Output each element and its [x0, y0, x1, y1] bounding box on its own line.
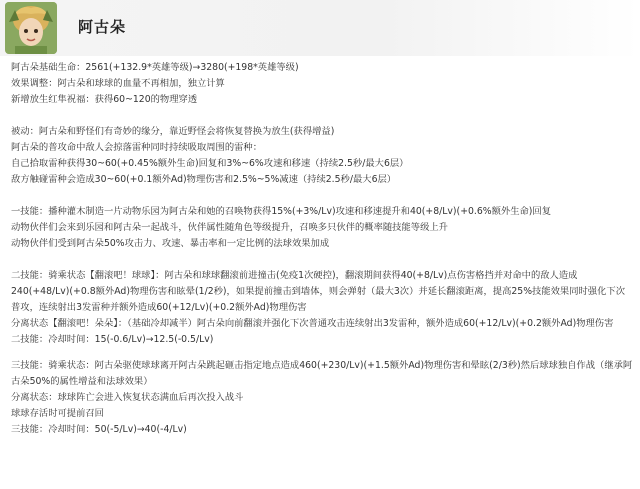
skill1-line: 一技能：播种灌木制造一片动物乐园为阿古朵和她的召唤物获得15%(+3%/Lv)攻速和移速提升和40(+8/Lv)(+0.6%额外生命)回复: [11, 206, 552, 217]
falcon-blessing-line: 新增放生红隼祝福：获得60~120的物理穿透: [11, 94, 198, 105]
effect-adjust-line: 效果调整：阿古朵和球球的血量不再相加，独立计算: [11, 78, 225, 89]
skill1-bonus-line: 动物伙伴们受到阿古朵50%攻击力、攻速、暴击率和一定比例的法球效果加成: [11, 238, 330, 249]
passive-line: 被动：阿古朵和野怪们有奇妙的缘分，靠近野怪会将恢复替换为放生(获得增益): [11, 126, 335, 137]
spacer: [11, 348, 633, 358]
spacer: [11, 252, 633, 268]
hero-header: [0, 0, 640, 56]
skill3-recall-line: 球球存活时可提前召回: [11, 408, 104, 419]
skill2-cooldown-line: 二技能：冷却时间：15(-0.6/Lv)→12.5(-0.5/Lv): [11, 334, 214, 345]
passive-enemy-line: 敌方触碰雷种会造成30~60(+0.1额外Ad)物理伤害和2.5%~5%减速（持续2.5秒/最大6层）: [11, 174, 397, 185]
skill1-companions-line: 动物伙伴们会来到乐园和阿古朵一起战斗，伙伴属性随角色等级提升，召唤多只伙伴的概率随技能等级上升: [11, 222, 448, 233]
hero-avatar: [5, 2, 57, 54]
skill2-separated-paragraph: 分离状态【翻滚吧！朵朵】：（基础冷却减半）阿古朵向前翻滚并强化下次普通攻击连续射出3发雷种，额外造成60(+12/Lv)(+0.2额外Ad)物理伤害: [11, 318, 614, 329]
skill2-mounted-paragraph: 二技能：骑乘状态【翻滚吧！球球】：阿古朵和球球翻滚前进撞击(免疫1次硬控)，翻滚期间获得40(+8/Lv)点伤害格挡并对命中的敌人造成240(+48/Lv)(+0.8额外Ad)物理伤害和眩晕(1/2秒)，如果提前撞击到墙体，则会弹射（最大3次）并延长翻滚距离，提高25%技能效果同时强化下次普攻，连续射出3发雷种并额外造成60(+12/Lv)(+0.2额外Ad)物理伤害: [11, 270, 625, 313]
skill3-cooldown-line: 三技能：冷却时间：50(-5/Lv)→40(-4/Lv): [11, 424, 187, 435]
spacer: [11, 108, 633, 124]
passive-seed-line: 阿古朵的普攻命中敌人会掠落雷种同时持续吸取周围的雷种：: [11, 142, 263, 153]
passive-self-line: 自己拾取雷种获得30~60(+0.45%额外生命)回复和3%~6%攻速和移速（持续2.5秒/最大6层）: [11, 158, 409, 169]
skill3-separated-line: 分离状态：球球阵亡会进入恢复状态满血后再次投入战斗: [11, 392, 244, 403]
hero-name: 阿古朵: [78, 18, 127, 36]
spacer: [11, 188, 633, 204]
patch-notes: [11, 60, 633, 438]
skill3-mounted-paragraph: 三技能：骑乘状态：阿古朵驱使球球离开阿古朵跳起砸击指定地点造成460(+230/Lv)(+1.5额外Ad)物理伤害和晕眩(2/3秒)然后球球独自作战（继承阿古朵50%的属性增益和法球效果）: [11, 360, 633, 387]
base-health-line: 阿古朵基础生命：2561(+132.9*英雄等级)→3280(+198*英雄等级): [11, 62, 299, 73]
